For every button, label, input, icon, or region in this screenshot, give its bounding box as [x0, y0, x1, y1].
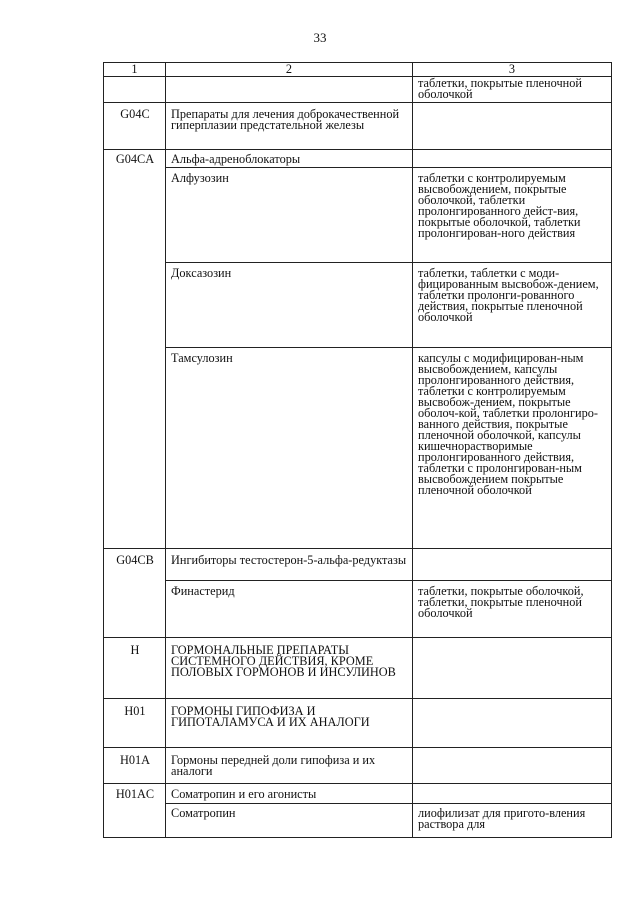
- atc-code: G04C: [104, 103, 166, 150]
- table-row: [104, 748, 612, 784]
- dosage-forms: [413, 549, 612, 581]
- table-row: [104, 103, 612, 150]
- atc-code: H01AC: [104, 784, 166, 838]
- medication-table: [103, 62, 612, 838]
- dosage-forms: лиофилизат для пригото-вления раствора для: [413, 804, 612, 838]
- table-row: [104, 784, 612, 804]
- table-row: [104, 150, 612, 168]
- table-row: [104, 638, 612, 699]
- table-header-row: [104, 63, 612, 77]
- drug-name: ГОРМОНАЛЬНЫЕ ПРЕПАРАТЫ СИСТЕМНОГО ДЕЙСТВИЯ, КРОМЕ ПОЛОВЫХ ГОРМОНОВ И ИНСУЛИНОВ: [166, 638, 413, 699]
- table-row: [104, 348, 612, 549]
- drug-name: ГОРМОНЫ ГИПОФИЗА И ГИПОТАЛАМУСА И ИХ АНАЛОГИ: [166, 699, 413, 748]
- dosage-forms: таблетки, таблетки с моди-фицированным высвобож-дением, таблетки пролонги-рованного действия, покрытые пленочной оболочкой: [413, 263, 612, 348]
- drug-name: Алфузозин: [166, 168, 413, 263]
- drug-name: Альфа-адреноблокаторы: [166, 150, 413, 168]
- atc-code: H01A: [104, 748, 166, 784]
- dosage-forms: таблетки с контролируемым высвобождением, покрытые оболочкой, таблетки пролонгированного дейст-вия, покрытые оболочкой, таблетки пролонгирован-ного действия: [413, 168, 612, 263]
- dosage-forms: [413, 748, 612, 784]
- dosage-forms: таблетки, покрытые оболочкой, таблетки, покрытые пленочной оболочкой: [413, 581, 612, 638]
- dosage-forms: [413, 784, 612, 804]
- dosage-forms: [413, 699, 612, 748]
- drug-name: Препараты для лечения доброкачественной гиперплазии предстательной железы: [166, 103, 413, 150]
- column-header-name: 2: [166, 63, 413, 77]
- dosage-forms: таблетки, покрытые пленочной оболочкой: [413, 77, 612, 103]
- dosage-forms: [413, 638, 612, 699]
- atc-code: G04CB: [104, 549, 166, 638]
- drug-name: Гормоны передней доли гипофиза и их аналоги: [166, 748, 413, 784]
- table-row: [104, 699, 612, 748]
- drug-name: Тамсулозин: [166, 348, 413, 549]
- atc-code: H01: [104, 699, 166, 748]
- table-row: [104, 168, 612, 263]
- drug-name: Ингибиторы тестостерон-5-альфа-редуктазы: [166, 549, 413, 581]
- drug-name: Соматропин и его агонисты: [166, 784, 413, 804]
- page-number: 33: [313, 30, 327, 45]
- drug-name: Соматропин: [166, 804, 413, 838]
- table-row: [104, 549, 612, 581]
- atc-code: G04CA: [104, 150, 166, 549]
- drug-name: Доксазозин: [166, 263, 413, 348]
- table-row: [104, 581, 612, 638]
- column-header-forms: 3: [413, 63, 612, 77]
- dosage-forms: [413, 103, 612, 150]
- table-row: [104, 804, 612, 838]
- dosage-forms: [413, 150, 612, 168]
- drug-name: Финастерид: [166, 581, 413, 638]
- atc-code: [104, 77, 166, 103]
- table-row: [104, 263, 612, 348]
- dosage-forms: капсулы с модифицирован-ным высвобождением, капсулы пролонгированного действия, таблетки с контролируемым высвобож-дением, покрытые оболоч-кой, таблетки пролонгиро-ванного действия, покрытые пленочной оболочкой, капсулы кишечнорастворимые пролонгированного действия, таблетки с пролонгирован-ным высвобождением покрытые пленочной оболочкой: [413, 348, 612, 549]
- atc-code: H: [104, 638, 166, 699]
- column-header-code: 1: [104, 63, 166, 77]
- table-row: [104, 77, 612, 103]
- drug-name: [166, 77, 413, 103]
